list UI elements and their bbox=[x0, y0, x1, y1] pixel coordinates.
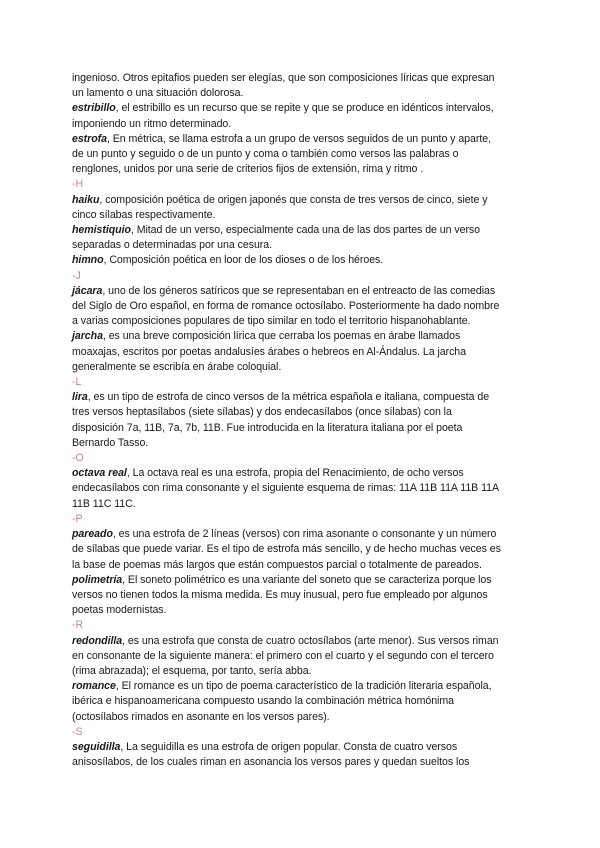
glossary-term: seguidilla bbox=[72, 740, 121, 753]
text-line bbox=[72, 710, 540, 725]
text-line bbox=[72, 360, 540, 375]
glossary-entry bbox=[72, 284, 540, 330]
definition-text: , En métrica, se llama estrofa a un grupo de versos seguidos de un punto y aparte, bbox=[106, 132, 491, 145]
text-line bbox=[72, 755, 540, 770]
text-line bbox=[72, 147, 540, 162]
definition-text: , el estribillo es un recurso que se repite y que se produce en idénticos intervalos, bbox=[115, 102, 494, 115]
text-line bbox=[72, 238, 540, 253]
text-line bbox=[72, 497, 540, 512]
text-line bbox=[72, 101, 540, 116]
glossary-entry bbox=[72, 253, 540, 268]
text-line bbox=[72, 329, 540, 344]
text-line bbox=[72, 314, 540, 329]
text-line bbox=[72, 573, 540, 588]
text-line bbox=[72, 253, 540, 268]
glossary-term: pareado bbox=[72, 528, 113, 541]
section-letter: -O bbox=[72, 452, 84, 465]
glossary-entry bbox=[72, 329, 540, 375]
definition-text: tres versos heptasílabos (siete sílabas) y dos endecasílabos (once sílabas) con la bbox=[72, 406, 452, 419]
text-line bbox=[72, 208, 540, 223]
definition-text: de sílabas que puede variar. Es el tipo de estrofa más sencillo, y de hecho muchas veces es bbox=[72, 543, 501, 556]
definition-text: , El soneto polimétrico es una variante del soneto que se caracteriza porque los bbox=[122, 573, 492, 586]
definition-text: (rima abrazada); el esquema, por tanto, sería abba. bbox=[72, 664, 312, 677]
definition-text: cinco sílabas respectivamente. bbox=[72, 208, 216, 221]
text-line bbox=[72, 86, 540, 101]
text-line bbox=[72, 679, 540, 694]
definition-text: ingenioso. Otros epitafios pueden ser elegías, que son composiciones líricas que expresan bbox=[72, 72, 495, 84]
text-line bbox=[72, 284, 540, 299]
definition-text: , Mitad de un verso, especialmente cada una de las dos partes de un verso bbox=[130, 224, 481, 237]
paragraph bbox=[72, 71, 540, 101]
section-letter: -L bbox=[72, 376, 82, 389]
glossary-entry bbox=[72, 740, 540, 770]
glossary-term: estribillo bbox=[72, 102, 116, 115]
glossary-term: himno bbox=[72, 254, 104, 267]
text-line bbox=[72, 527, 540, 542]
text-line bbox=[72, 345, 540, 360]
definition-text: , es una estrofa de 2 líneas (versos) con rima asonante o consonante y un número bbox=[112, 528, 497, 541]
definition-text: imponiendo un ritmo determinado. bbox=[72, 117, 232, 130]
definition-text: moaxajas, escritos por poetas andalusíes árabes o hebreos en Al-Ándalus. La jarcha bbox=[72, 345, 466, 358]
text-line bbox=[72, 223, 540, 238]
glossary-entry bbox=[72, 193, 540, 223]
text-line bbox=[72, 558, 540, 573]
definition-text: generalmente se escribía en árabe coloquial. bbox=[72, 360, 282, 373]
text-line bbox=[72, 634, 540, 649]
definition-text: Bernardo Tasso. bbox=[72, 436, 149, 449]
text-line bbox=[72, 481, 540, 496]
glossary-entry bbox=[72, 390, 540, 451]
definition-text: , La seguidilla es una estrofa de origen popular. Consta de cuatro versos bbox=[120, 740, 458, 753]
text-line bbox=[72, 542, 540, 557]
glossary-term: jácara bbox=[72, 284, 103, 297]
definition-text: ibérica e hispanoamericana compuesto usando la combinación métrica homónima bbox=[72, 695, 454, 708]
glossary-entry bbox=[72, 466, 540, 512]
glossary-term: lira bbox=[72, 391, 88, 404]
definition-text: , Composición poética en loor de los dioses o de los héroes. bbox=[103, 254, 384, 267]
glossary-entry bbox=[72, 101, 540, 131]
glossary-term: octava real bbox=[72, 467, 127, 480]
definition-text: disposición 7a, 11B, 7a, 7b, 11B. Fue introducida en la literatura italiana por el poeta bbox=[72, 421, 463, 434]
section-letter: -P bbox=[72, 512, 83, 525]
glossary-term: jarcha bbox=[72, 330, 103, 343]
glossary-term: redondilla bbox=[72, 634, 123, 647]
text-line bbox=[72, 132, 540, 147]
definition-text: en consonante de la siguiente manera: el primero con el cuarto y el segundo con el tercero bbox=[72, 649, 494, 662]
text-line bbox=[72, 405, 540, 420]
glossary-entry bbox=[72, 132, 540, 178]
text-line bbox=[72, 664, 540, 679]
definition-text: endecasílabos con rima consonante y el siguiente esquema de rimas: 11A 11B 11A 11B 11A bbox=[72, 482, 499, 495]
definition-text: poetas modernistas. bbox=[72, 604, 167, 617]
glossary-entry bbox=[72, 573, 540, 619]
text-line bbox=[72, 390, 540, 405]
definition-text: (octosílabos rimados en asonante en los versos pares). bbox=[72, 710, 330, 723]
glossary-term: romance bbox=[72, 680, 116, 693]
text-line bbox=[72, 117, 540, 132]
text-line bbox=[72, 71, 540, 86]
definition-text: del Siglo de Oro español, en forma de romance octosílabo. Posteriormente ha dado nombre bbox=[72, 300, 500, 313]
definition-text: , composición poética de origen japonés que consta de tres versos de cinco, siete y bbox=[99, 193, 488, 206]
glossary-term: polimetría bbox=[72, 573, 123, 586]
glossary-entry bbox=[72, 223, 540, 253]
definition-text: , El romance es un tipo de poema característico de la tradición literaria española, bbox=[115, 680, 492, 693]
text-line bbox=[72, 162, 540, 177]
section-letter: -J bbox=[72, 269, 81, 282]
text-line bbox=[72, 436, 540, 451]
text-line bbox=[72, 421, 540, 436]
glossary-term: estrofa bbox=[72, 132, 107, 145]
definition-text: 11B 11C 11C. bbox=[72, 497, 136, 510]
text-line bbox=[72, 649, 540, 664]
text-line bbox=[72, 466, 540, 481]
section-letter: -R bbox=[72, 619, 84, 632]
definition-text: , La octava real es una estrofa, propia del Renacimiento, de ocho versos bbox=[126, 467, 464, 480]
definition-text: renglones, unidos por una serie de criterios fijos de extensión, rima y ritmo . bbox=[72, 163, 424, 176]
text-line bbox=[72, 694, 540, 709]
definition-text: versos no tienen todos la misma medida. Es muy inusual, pero fue empleado por algunos bbox=[72, 588, 488, 601]
text-line bbox=[72, 588, 540, 603]
definition-text: la base de poemas más largos que están compuestos parcial o totalmente de pareados. bbox=[72, 558, 482, 571]
text-line bbox=[72, 603, 540, 618]
glossary-term: hemistiquio bbox=[72, 224, 131, 237]
section-letter: -S bbox=[72, 725, 83, 738]
definition-text: un lamento o una situación dolorosa. bbox=[72, 87, 244, 100]
glossary-entry bbox=[72, 634, 540, 680]
glossary-term: haiku bbox=[72, 193, 100, 206]
glossary-entry bbox=[72, 679, 540, 725]
glossary-entry bbox=[72, 527, 540, 573]
definition-text: , uno de los géneros satíricos que se representaban en el entreacto de las comedias bbox=[102, 284, 496, 297]
definition-text: anisosílabos, de los cuales riman en asonancia los versos pares y quedan sueltos los bbox=[72, 756, 470, 769]
text-line bbox=[72, 740, 540, 755]
definition-text: de un punto y seguido o de un punto y coma o también como versos las palabras o bbox=[72, 148, 459, 161]
definition-text: , es un tipo de estrofa de cinco versos de la métrica española e italiana, compuesta de bbox=[87, 391, 490, 404]
definition-text: separadas o determinadas por una cesura. bbox=[72, 239, 272, 252]
definition-text: , es una breve composición lírica que cerraba los poemas en árabe llamados bbox=[102, 330, 461, 343]
text-line bbox=[72, 299, 540, 314]
section-letter: -H bbox=[72, 178, 84, 191]
definition-text: a varias composiciones populares de tipo similar en todo el territorio hispanohablante. bbox=[72, 315, 471, 328]
definition-text: , es una estrofa que consta de cuatro octosílabos (arte menor). Sus versos riman bbox=[122, 634, 499, 647]
text-line bbox=[72, 193, 540, 208]
